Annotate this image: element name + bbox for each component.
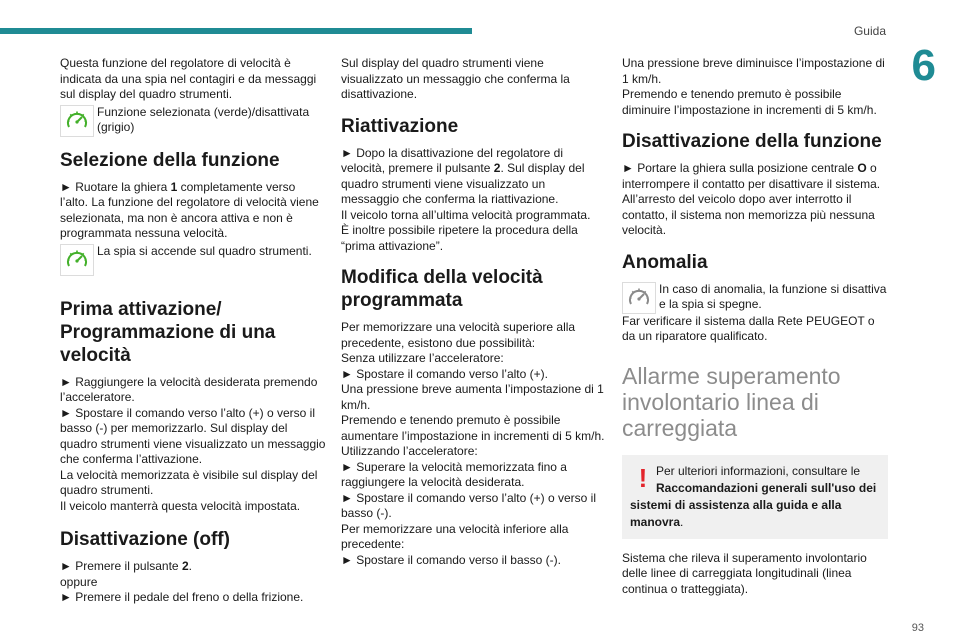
info-note [622, 455, 888, 539]
indicator-row-grey [622, 282, 888, 314]
indicator-row-green-2 [60, 244, 326, 276]
heading-disattivazione-funzione: Disattivazione della funzione [622, 131, 882, 152]
indicator-text: Funzione selezionata (verde)/disattivata (grigio) [97, 104, 310, 134]
paragraph: ► Superare la velocità memorizzata fino a raggiungere la velocità desiderata. [341, 459, 567, 489]
paragraph-ghiera: ► Ruotare la ghiera 1 completamente verso l’alto. La funzione del regolatore di velocità viene selezionata, ma non è ancora attiva e non è programmata nessuna velocità. [60, 179, 319, 240]
paragraph: ► Spostare il comando verso l’alto (+). [341, 366, 548, 381]
paragraph: ► Premere il pedale del freno o della frizione. [60, 590, 304, 604]
note-text: Per ulteriori informazioni, consultare le Raccomandazioni generali sull'uso dei sistemi di assistenza alla guida e alla manovra. [630, 463, 877, 529]
paragraph: Sul display del quadro strumenti viene visualizzato un messaggio che conferma la disattivazione. [341, 56, 570, 101]
paragraph: Utilizzando l’acceleratore: [341, 444, 478, 458]
heading-disattivazione-off: Disattivazione (off) [60, 529, 230, 550]
page-number: 93 [911, 622, 924, 634]
section-title: Guida [853, 24, 886, 38]
indicator-text: La spia si accende sul quadro strumenti. [97, 243, 312, 258]
paragraph: Premendo e tenendo premuto è possibile diminuire l’impostazione in incrementi di 5 km/h. [622, 87, 877, 117]
paragraph: ► Spostare il comando verso il basso (-). [341, 552, 561, 567]
paragraph: Una pressione breve diminuisce l’impostazione di 1 km/h. [622, 56, 885, 86]
column-2 [341, 56, 605, 568]
heading-selezione: Selezione della funzione [60, 149, 280, 171]
paragraph: Sistema che rileva il superamento involontario delle linee di carreggiata longitudinali (linea continua o tratteggiata). [622, 550, 867, 596]
heading-anomalia: Anomalia [622, 251, 708, 273]
paragraph: Premendo e tenendo premuto è possibile aumentare l’impostazione in incrementi di 5 km/h. [341, 413, 605, 443]
top-accent-bar [0, 28, 472, 34]
paragraph: È inoltre possibile ripetere la procedura della “prima attivazione”. [341, 223, 578, 253]
paragraph: ► Premere il pulsante 2. [60, 559, 192, 573]
paragraph: ► Spostare il comando verso l’alto (+) o verso il basso (-). [341, 490, 596, 520]
cruise-control-green-icon [60, 244, 94, 276]
indicator-text: In caso di anomalia, la funzione si disattiva e la spia si spegne. [659, 281, 887, 311]
exclamation-icon: ! [638, 462, 648, 493]
paragraph: ► Portare la ghiera sulla posizione centrale O o interrompere il contatto per disattivare il sistema. [622, 161, 881, 191]
paragraph: Senza utilizzare l’acceleratore: [341, 351, 504, 365]
paragraph: Far verificare il sistema dalla Rete PEUGEOT o da un riparatore qualificato. [622, 313, 875, 343]
paragraph: Una pressione breve aumenta l’impostazione di 1 km/h. [341, 382, 604, 412]
paragraph: All’arresto del veicolo dopo aver interrotto il contatto, il sistema non memorizza più nessuna velocità. [622, 192, 875, 237]
heading-riattivazione: Riattivazione [341, 115, 459, 137]
heading-modifica: Modifica della velocità programmata [341, 267, 543, 311]
paragraph: Il veicolo torna all’ultima velocità programmata. [341, 207, 591, 222]
column-1 [60, 56, 326, 606]
cruise-control-green-icon [60, 105, 94, 137]
chapter-number: 6 [911, 41, 936, 90]
paragraph: ► Dopo la disattivazione del regolatore di velocità, premere il pulsante 2. Sul display del quadro strumenti viene visualizzato un messaggio che conferma la riattivazione. [341, 145, 585, 206]
paragraph: oppure [60, 574, 98, 589]
paragraph: ► Raggiungere la velocità desiderata premendo l’acceleratore. [60, 374, 318, 404]
indicator-row-green [60, 105, 326, 137]
paragraph: Il veicolo manterrà questa velocità impostata. [60, 498, 301, 513]
heading-prima-attivazione: Prima attivazione/ Programmazione di una velocità [60, 298, 276, 366]
intro-paragraph: Questa funzione del regolatore di velocità è indicata da una spia nel contagiri e da messaggi sul display del quadro strumenti. [60, 56, 317, 101]
paragraph: Per memorizzare una velocità inferiore alla precedente: [341, 521, 569, 551]
paragraph: La velocità memorizzata è visibile sul display del quadro strumenti. [60, 467, 318, 497]
paragraph: ► Spostare il comando verso l’alto (+) o verso il basso (-) per memorizzarlo. Sul display del quadro strumenti viene visualizzato un messaggio che conferma l’attivazione. [60, 405, 326, 466]
column-3 [622, 56, 888, 597]
cruise-control-grey-icon [622, 282, 656, 314]
paragraph: Per memorizzare una velocità superiore alla precedente, esistono due possibilità: [341, 320, 576, 350]
heading-allarme: Allarme superamento involontario linea di carreggiata [622, 362, 841, 441]
